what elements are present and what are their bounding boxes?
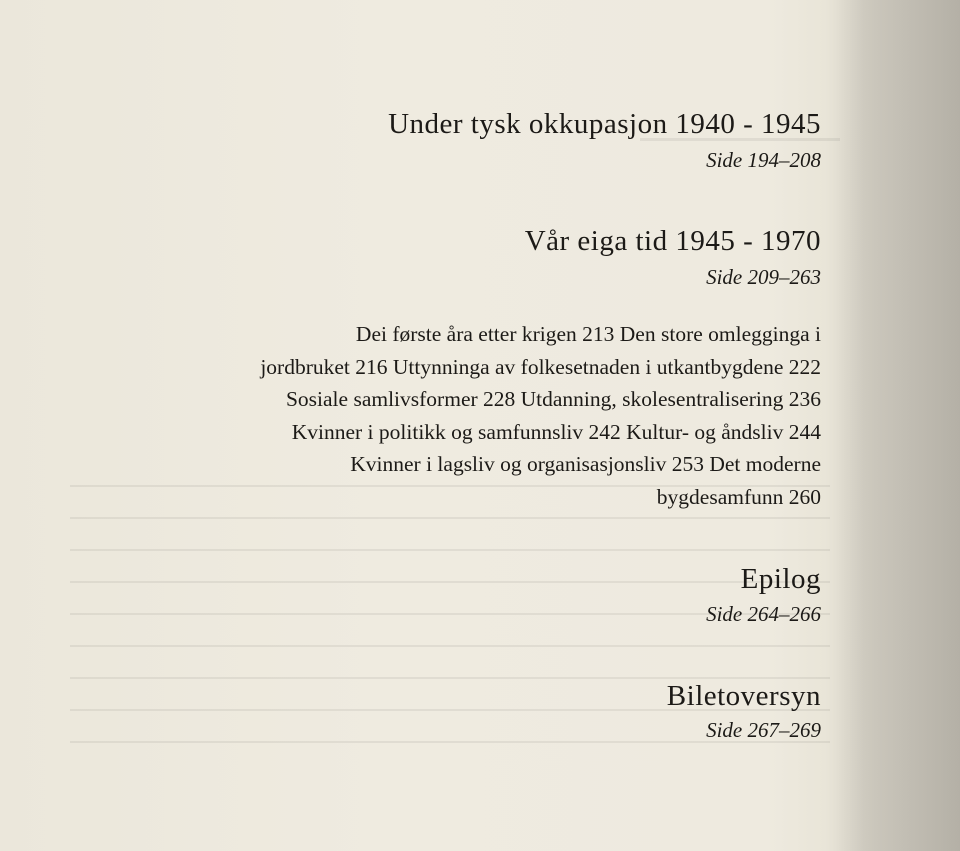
section-page-range: Side 264–266 <box>706 602 821 626</box>
section-title: Biletoversyn <box>666 680 821 712</box>
page-edge-shadow <box>835 0 960 851</box>
section-page-range: Side 194–208 <box>706 148 821 172</box>
section-title: Epilog <box>740 563 821 595</box>
entry-line: jordbruket 216 Uttynninga av folkesetnaden i utkantbygdene 222 <box>260 354 821 379</box>
chapter-entries <box>131 318 821 513</box>
section-title: Vår eiga tid 1945 - 1970 <box>524 225 821 257</box>
entry-line: bygdesamfunn 260 <box>656 484 821 509</box>
entry-line: Dei første åra etter krigen 213 Den store omlegginga i <box>355 322 821 346</box>
entry-line: Sosiale samlivsformer 228 Utdanning, skolesentralisering 236 <box>285 387 821 411</box>
section-page-range: Side 267–269 <box>706 718 821 742</box>
entry-line: Kvinner i politikk og samfunnsliv 242 Kultur- og åndsliv 244 <box>291 419 821 444</box>
section-page-range: Side 209–263 <box>706 265 821 289</box>
section-title: Under tysk okkupasjon 1940 - 1945 <box>388 108 821 140</box>
entry-line: Kvinner i lagsliv og organisasjonsliv 253 Det moderne <box>350 452 821 476</box>
